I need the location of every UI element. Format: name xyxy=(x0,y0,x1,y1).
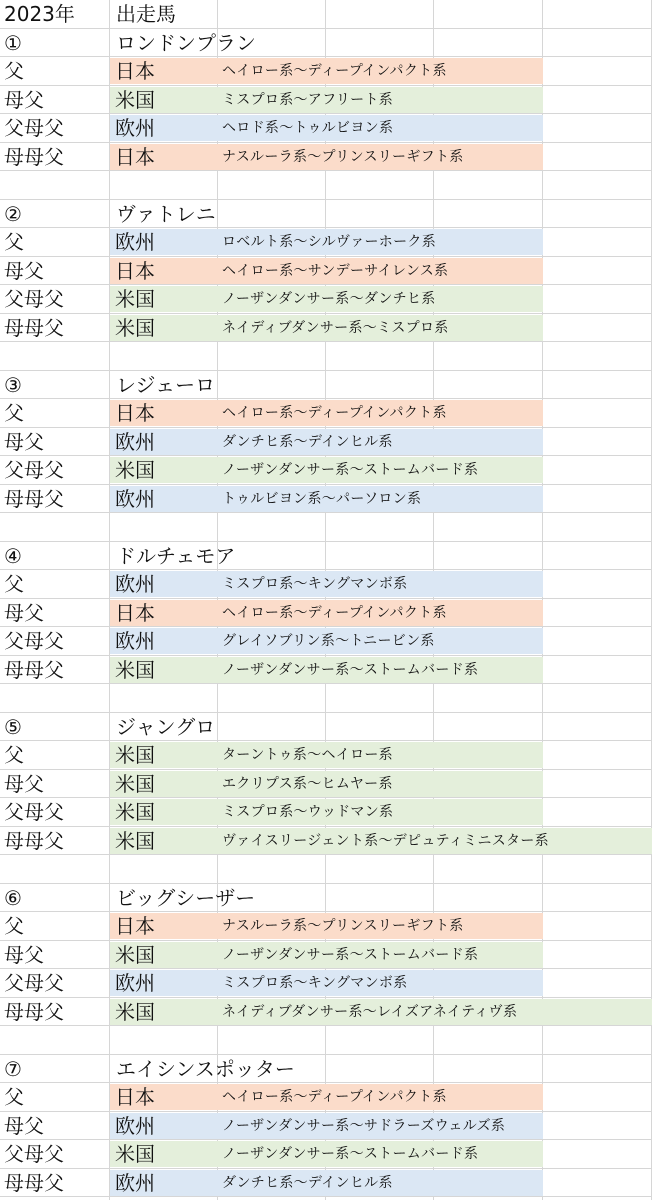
pedigree-row xyxy=(0,428,652,457)
region-cell[interactable]: 米国 xyxy=(115,287,155,311)
sire-line-cell[interactable]: ノーザンダンサー系～ストームバード系 xyxy=(222,462,479,478)
pedigree-row xyxy=(0,1140,652,1169)
horse-number-cell[interactable]: ⑦ xyxy=(4,1056,22,1081)
pedigree-row xyxy=(0,969,652,998)
pedigree-row xyxy=(0,998,652,1027)
region-cell[interactable]: 米国 xyxy=(115,828,155,853)
pedigree-label-cell[interactable]: 父母父 xyxy=(4,800,64,824)
pedigree-row xyxy=(0,456,652,485)
sire-line-cell[interactable]: ヘイロー系～ディープインパクト系 xyxy=(222,604,447,621)
column-title-cell[interactable]: 出走馬 xyxy=(116,2,176,26)
sire-line-cell[interactable]: ナスルーラ系～プリンスリーギフト系 xyxy=(222,148,464,165)
pedigree-row xyxy=(0,741,652,770)
horse-name-cell[interactable]: ロンドンプラン xyxy=(116,30,256,55)
pedigree-label-cell[interactable]: 父 xyxy=(4,743,24,767)
pedigree-row xyxy=(0,485,652,514)
sire-line-cell[interactable]: ヘイロー系～サンデーサイレンス系 xyxy=(222,262,449,279)
pedigree-label-cell[interactable]: 母父 xyxy=(4,771,44,796)
region-cell[interactable]: 米国 xyxy=(115,87,155,112)
pedigree-label-cell[interactable]: 母母父 xyxy=(4,1170,64,1195)
pedigree-row xyxy=(0,941,652,970)
region-cell[interactable]: 日本 xyxy=(115,59,155,83)
horse-name-cell[interactable]: エイシンスポッター xyxy=(116,1056,295,1081)
pedigree-label-cell[interactable]: 父母父 xyxy=(4,287,64,311)
blank-row[interactable] xyxy=(0,684,652,713)
pedigree-label-cell[interactable]: 父母父 xyxy=(4,971,64,995)
pedigree-row xyxy=(0,599,652,628)
region-cell[interactable]: 日本 xyxy=(115,600,155,625)
pedigree-row xyxy=(0,912,652,941)
pedigree-row xyxy=(0,1169,652,1198)
pedigree-row xyxy=(0,257,652,286)
horse-number-cell[interactable]: ④ xyxy=(4,543,22,568)
sire-line-cell[interactable]: ロベルト系～シルヴァーホーク系 xyxy=(222,234,437,250)
sire-line-cell[interactable]: ノーザンダンサー系～ストームバード系 xyxy=(222,946,479,963)
region-cell[interactable]: 米国 xyxy=(115,657,155,682)
horse-number-cell[interactable]: ① xyxy=(4,30,22,55)
region-cell[interactable]: 米国 xyxy=(115,999,155,1024)
region-cell[interactable]: 日本 xyxy=(115,144,155,169)
pedigree-label-cell[interactable]: 母父 xyxy=(4,429,44,454)
sire-line-cell[interactable]: ミスプロ系～キングマンボ系 xyxy=(222,975,408,991)
pedigree-row xyxy=(0,1083,652,1112)
region-cell[interactable]: 米国 xyxy=(115,1142,155,1166)
sire-line-cell[interactable]: ノーザンダンサー系～ストームバード系 xyxy=(222,661,479,678)
region-cell[interactable]: 欧州 xyxy=(115,1170,155,1195)
horse-name-row xyxy=(0,542,652,571)
pedigree-label-cell[interactable]: 母母父 xyxy=(4,657,64,682)
pedigree-label-cell[interactable]: 父 xyxy=(4,401,24,425)
sire-line-cell[interactable]: ヘロド系～トゥルビヨン系 xyxy=(222,120,394,136)
pedigree-label-cell[interactable]: 母父 xyxy=(4,258,44,283)
pedigree-row xyxy=(0,656,652,685)
sire-line-cell[interactable]: ネイディブダンサー系～レイズアネイティヴ系 xyxy=(222,1003,518,1020)
sire-line-cell[interactable]: ミスプロ系～アフリート系 xyxy=(222,91,394,108)
pedigree-label-cell[interactable]: 父母父 xyxy=(4,116,64,140)
blank-row[interactable] xyxy=(0,513,652,542)
horse-name-row xyxy=(0,1055,652,1084)
horse-name-row xyxy=(0,371,652,400)
year-cell[interactable]: 2023年 xyxy=(4,2,75,26)
sire-line-cell[interactable]: ヘイロー系～ディープインパクト系 xyxy=(222,63,447,79)
sire-line-cell[interactable]: ヘイロー系～ディープインパクト系 xyxy=(222,405,447,421)
region-cell[interactable]: 米国 xyxy=(115,771,155,796)
pedigree-row xyxy=(0,798,652,827)
pedigree-label-cell[interactable]: 母母父 xyxy=(4,828,64,853)
sire-line-cell[interactable]: ダンチヒ系～デインヒル系 xyxy=(222,1174,393,1191)
region-cell[interactable]: 欧州 xyxy=(115,1113,155,1138)
sire-line-cell[interactable]: ナスルーラ系～プリンスリーギフト系 xyxy=(222,918,464,934)
sire-line-cell[interactable]: ノーザンダンサー系～ダンチヒ系 xyxy=(222,291,436,307)
pedigree-label-cell[interactable]: 母母父 xyxy=(4,486,64,511)
region-cell[interactable]: 米国 xyxy=(115,743,155,767)
pedigree-row xyxy=(0,399,652,428)
region-cell[interactable]: 欧州 xyxy=(115,116,155,140)
region-cell[interactable]: 米国 xyxy=(115,315,155,340)
horse-name-cell[interactable]: ドルチェモア xyxy=(116,543,236,568)
pedigree-label-cell[interactable]: 母父 xyxy=(4,87,44,112)
pedigree-label-cell[interactable]: 父母父 xyxy=(4,629,64,653)
blank-row[interactable] xyxy=(0,342,652,371)
pedigree-label-cell[interactable]: 父母父 xyxy=(4,1142,64,1166)
region-cell[interactable]: 欧州 xyxy=(115,629,155,653)
pedigree-label-cell[interactable]: 母母父 xyxy=(4,999,64,1024)
pedigree-row xyxy=(0,86,652,115)
pedigree-label-cell[interactable]: 母父 xyxy=(4,600,44,625)
region-cell[interactable]: 米国 xyxy=(115,800,155,824)
pedigree-label-cell[interactable]: 母母父 xyxy=(4,315,64,340)
sire-line-cell[interactable]: トゥルビヨン系～パーソロン系 xyxy=(222,490,422,507)
region-cell[interactable]: 欧州 xyxy=(115,230,155,254)
pedigree-row xyxy=(0,57,652,86)
region-cell[interactable]: 欧州 xyxy=(115,486,155,511)
pedigree-row xyxy=(0,314,652,343)
pedigree-label-cell[interactable]: 父 xyxy=(4,59,24,83)
pedigree-row xyxy=(0,285,652,314)
pedigree-row xyxy=(0,627,652,656)
blank-row[interactable] xyxy=(0,1026,652,1055)
sire-line-cell[interactable]: エクリプス系～ヒムヤー系 xyxy=(222,775,393,792)
horse-name-cell[interactable]: レジェーロ xyxy=(116,372,216,397)
horse-name-row xyxy=(0,29,652,58)
region-cell[interactable]: 欧州 xyxy=(115,572,155,596)
header-row xyxy=(0,0,652,29)
sire-line-cell[interactable]: グレイソブリン系～トニービン系 xyxy=(222,633,435,649)
pedigree-row xyxy=(0,114,652,143)
horse-number-cell[interactable]: ⑥ xyxy=(4,885,22,910)
sire-line-cell[interactable]: ヴァイスリージェント系～デピュティミニスター系 xyxy=(222,832,549,849)
pedigree-row xyxy=(0,228,652,257)
region-cell[interactable]: 日本 xyxy=(115,1085,155,1109)
region-cell[interactable]: 日本 xyxy=(115,401,155,425)
region-cell[interactable]: 欧州 xyxy=(115,971,155,995)
sire-line-cell[interactable]: ミスプロ系～キングマンボ系 xyxy=(222,576,408,592)
horse-name-row xyxy=(0,884,652,913)
region-cell[interactable]: 米国 xyxy=(115,942,155,967)
horse-name-cell[interactable]: ビッグシーザー xyxy=(116,885,256,910)
pedigree-label-cell[interactable]: 父母父 xyxy=(4,458,64,482)
blank-row[interactable] xyxy=(0,855,652,884)
sire-line-cell[interactable]: ネイディブダンサー系～ミスプロ系 xyxy=(222,319,449,336)
pedigree-label-cell[interactable]: 父 xyxy=(4,1085,24,1109)
horse-name-cell[interactable]: ヴァトレニ xyxy=(116,201,216,226)
sire-line-cell[interactable]: ヘイロー系～ディープインパクト系 xyxy=(222,1089,447,1105)
region-cell[interactable]: 欧州 xyxy=(115,429,155,454)
pedigree-label-cell[interactable]: 父 xyxy=(4,230,24,254)
pedigree-row xyxy=(0,1112,652,1141)
sire-line-cell[interactable]: ダンチヒ系～デインヒル系 xyxy=(222,433,393,450)
pedigree-label-cell[interactable]: 父 xyxy=(4,572,24,596)
horse-name-cell[interactable]: ジャングロ xyxy=(116,714,216,739)
region-cell[interactable]: 日本 xyxy=(115,258,155,283)
blank-row[interactable] xyxy=(0,171,652,200)
sire-line-cell[interactable]: ノーザンダンサー系～ストームバード系 xyxy=(222,1146,479,1162)
pedigree-label-cell[interactable]: 母母父 xyxy=(4,144,64,169)
pedigree-label-cell[interactable]: 父 xyxy=(4,914,24,938)
sire-line-cell[interactable]: ノーザンダンサー系～サドラーズウェルズ系 xyxy=(222,1117,506,1134)
region-cell[interactable]: 米国 xyxy=(115,458,155,482)
pedigree-row xyxy=(0,570,652,599)
horse-name-row xyxy=(0,200,652,229)
horse-number-cell[interactable]: ② xyxy=(4,201,22,226)
region-cell[interactable]: 日本 xyxy=(115,914,155,938)
sire-line-cell[interactable]: ターントゥ系～ヘイロー系 xyxy=(222,747,393,763)
horse-number-cell[interactable]: ⑤ xyxy=(4,714,22,739)
sire-line-cell[interactable]: ミスプロ系～ウッドマン系 xyxy=(222,804,394,820)
pedigree-label-cell[interactable]: 母父 xyxy=(4,942,44,967)
pedigree-row xyxy=(0,770,652,799)
pedigree-row xyxy=(0,143,652,172)
pedigree-row xyxy=(0,827,652,856)
horse-number-cell[interactable]: ③ xyxy=(4,372,22,397)
horse-name-row xyxy=(0,713,652,742)
pedigree-label-cell[interactable]: 母父 xyxy=(4,1113,44,1138)
